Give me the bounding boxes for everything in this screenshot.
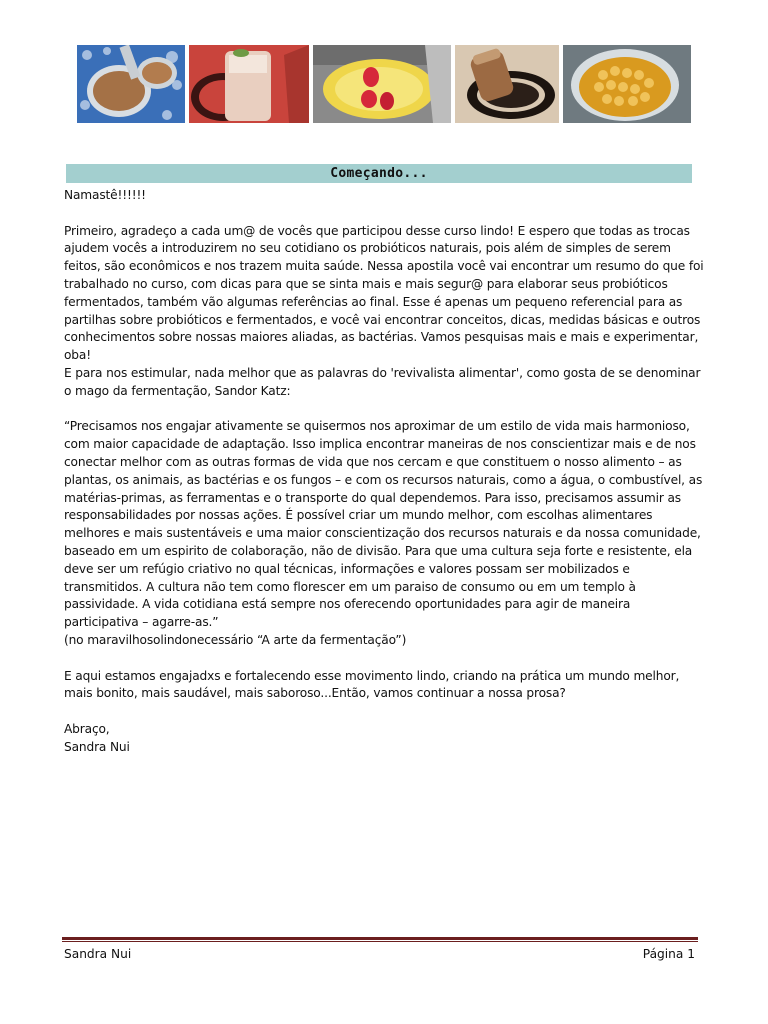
footer-author: Sandra Nui	[64, 947, 132, 961]
footer-rule-thin	[62, 941, 698, 942]
section-title: Começando...	[66, 164, 692, 183]
milk-kefir-spoons-photo	[77, 45, 185, 123]
signature: Sandra Nui	[64, 739, 130, 754]
chocolate-drink-photo	[455, 45, 559, 123]
closing-paragraph: E aqui estamos engajadxs e fortalecendo esse movimento lindo, criando na prática um mundo melhor, mais bonito, mais saudável, mais saboroso...Então, vamos continuar a nossa prosa?	[64, 668, 680, 701]
footer-page-number: Página 1	[642, 947, 695, 961]
footer-divider	[62, 937, 698, 943]
spacer	[64, 401, 704, 419]
intro-paragraph: Primeiro, agradeço a cada um@ de vocês que participou desse curso lindo! E espero que todas as trocas ajudem vocês a introduzirem no seu cotidiano os probióticos naturais, pois além de simples de serem feitos, são econômicos e nos trazem muita saúde. Nessa apostila você vai encontrar um resumo do que foi trabalhado no curso, com dicas para que se sinta mais e mais segur@ para elaborar seus probióticos fermentados, também vão algumas referências ao final. Esse é apenas um pequeno referencial para as partilhas sobre probióticos e fermentados, e você vai encontrar conceitos, dicas, medidas básicas e outros conhecimentos sobre nossas maiores aliadas, as bactérias. Vamos pesquisas mais e mais e experimentar, oba!	[64, 223, 704, 363]
spacer	[64, 703, 704, 721]
footer-rule-thick	[62, 937, 698, 940]
smoothie-glass-photo	[189, 45, 309, 123]
kefir-grains-jar-photo	[563, 45, 691, 123]
spacer	[64, 205, 704, 223]
katz-quote: “Precisamos nos engajar ativamente se quisermos nos aproximar de um estilo de vida mais harmonioso, com maior capacidade de adaptação. Isso implica encontrar maneiras de nos conscientizar mais e de nos conectar melhor com as outras formas de vida que nos cercam e que constituem o nosso alimento – as plantas, os animais, as bactérias e os fungos – e com os recursos naturais, como a água, o combustível, as matérias-primas, as ferramentas e o transporte do qual dependemos. Para isso, precisamos assumir as responsabilidades por nossas ações. É possível criar um mundo melhor, com escolhas alimentares melhores e mais sustentáveis e uma maior conscientização dos recursos naturais e da nossa comunidade, baseado em um espirito de colaboração, não de divisão. Para que uma cultura seja forte e resistente, ela deve ser um refúgio criativo no qual técnicas, informações e valores possam ser mobilizados e transmitidos. A cultura não tem como florescer em um paraiso de consumo ou em um templo à passividade. A vida cotidiana está sempre nos oferecendo oportunidades para agir de maneira participativa – agarre-as.”	[64, 419, 703, 630]
greeting: Namastê!!!!!!	[64, 188, 146, 202]
strawberry-drink-photo	[313, 45, 451, 123]
document-body	[64, 187, 704, 757]
quote-citation: (no maravilhosolindonecessário “A arte da fermentação”)	[64, 632, 407, 647]
spacer	[64, 650, 704, 668]
sign-off: Abraço,	[64, 721, 110, 736]
photo-strip	[77, 45, 691, 123]
katz-intro-paragraph: E para nos estimular, nada melhor que as palavras do 'revivalista alimentar', como gosta de se denominar o mago da fermentação, Sandor Katz:	[64, 365, 701, 398]
